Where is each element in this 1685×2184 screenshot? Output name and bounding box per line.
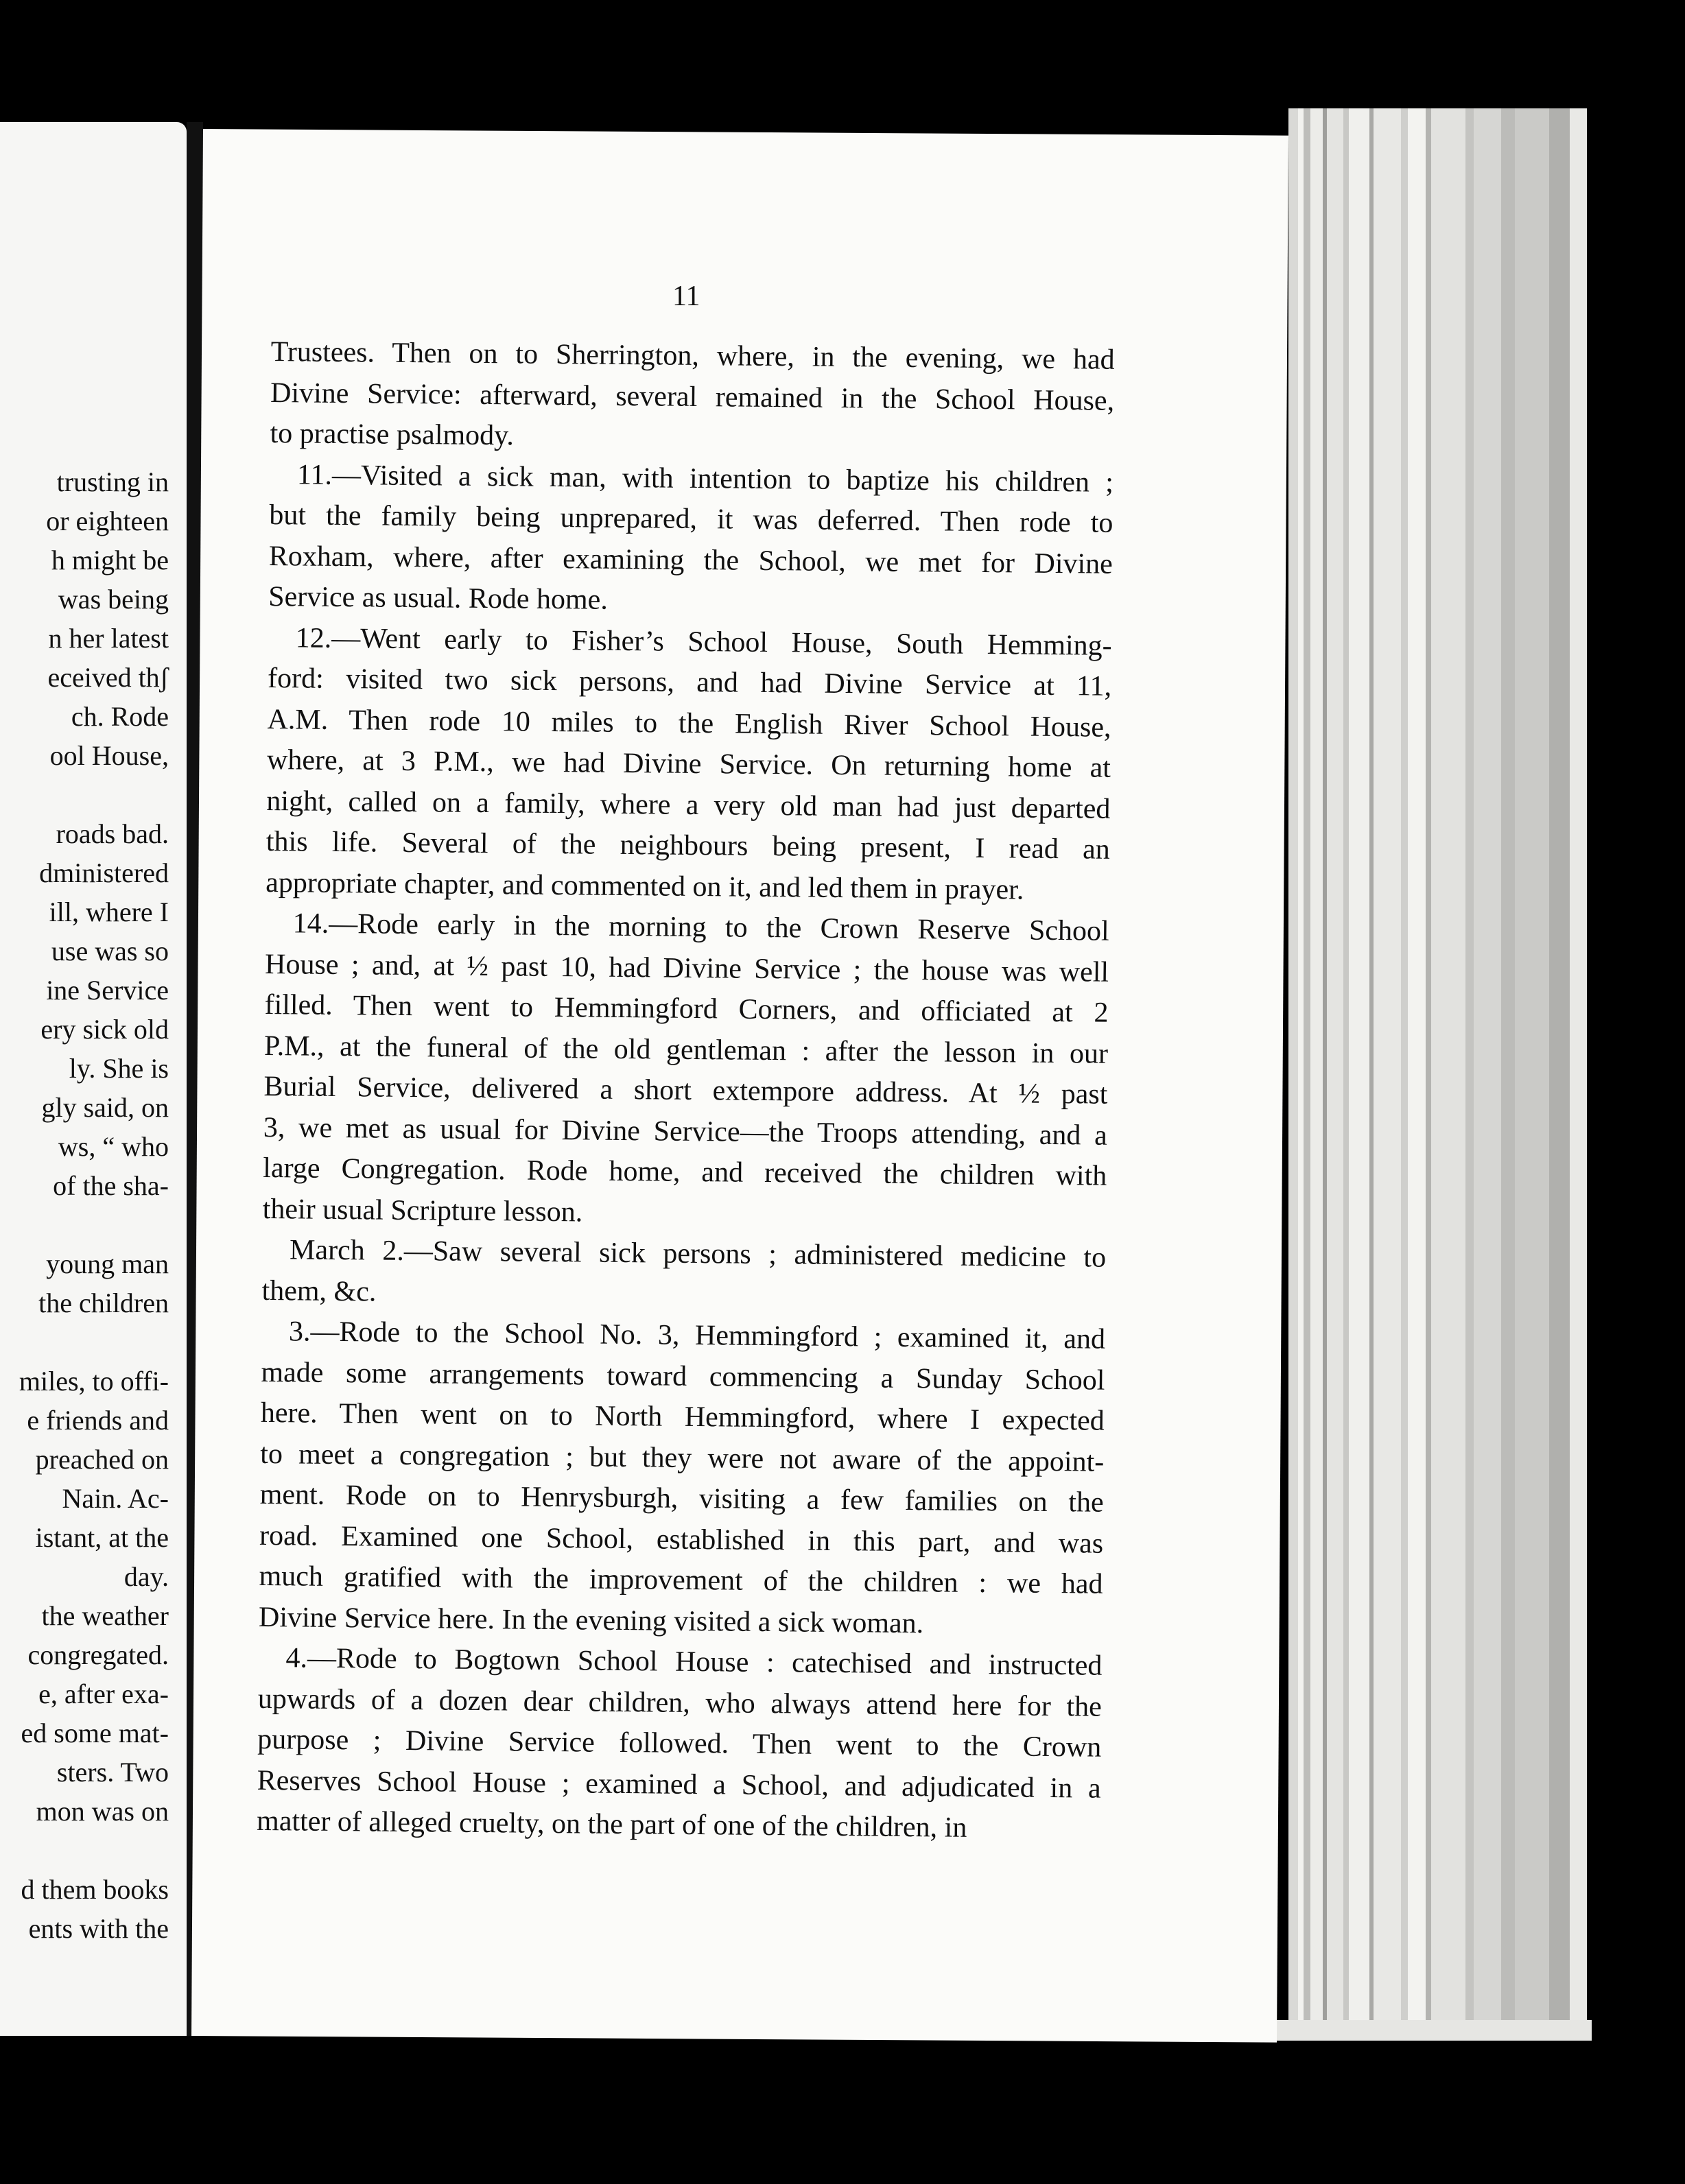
left-page-line bbox=[19, 775, 169, 814]
page-edge-band bbox=[1501, 108, 1515, 2022]
text-line: road. Examined one School, established in this part, and was bbox=[259, 1519, 1104, 1560]
text-line: 12.—Went early to Fisher’s School House, South Hemming- bbox=[295, 621, 1112, 662]
left-page-line: roads bad. bbox=[56, 818, 169, 849]
text-line: upwards of a dozen dear children, who always attend here for the bbox=[257, 1683, 1103, 1723]
left-page-text bbox=[19, 462, 169, 1948]
page-edge-band bbox=[1408, 108, 1426, 2022]
left-page-line: ery sick old bbox=[40, 1014, 169, 1045]
page-edge-band bbox=[1374, 108, 1401, 2022]
left-page-line: ool House, bbox=[49, 740, 169, 771]
left-page-line: mon was on bbox=[36, 1796, 169, 1827]
page-edge-band bbox=[1431, 108, 1465, 2022]
left-page-line: e, after exa- bbox=[38, 1678, 169, 1709]
text-line: Divine Service: afterward, several remained in the School House, bbox=[270, 377, 1115, 417]
page-edge-band bbox=[1426, 108, 1431, 2022]
text-line: ford: visited two sick persons, and had Divine Service at 11, bbox=[267, 662, 1112, 702]
text-line: here. Then went on to North Hemmingford, where I expected bbox=[260, 1397, 1105, 1437]
left-page-line: the children bbox=[38, 1287, 169, 1318]
left-page-line: ch. Rode bbox=[71, 701, 169, 732]
left-page-line: ine Service bbox=[46, 975, 169, 1006]
text-line: ment. Rode on to Henrysburgh, visiting a few families on the bbox=[259, 1478, 1104, 1519]
page-edge-band bbox=[1349, 108, 1369, 2022]
page-edge-band bbox=[1570, 108, 1587, 2022]
text-line: their usual Scripture lesson. bbox=[262, 1193, 583, 1228]
left-page-line: d them books bbox=[21, 1874, 169, 1905]
left-page-line: use was so bbox=[51, 936, 169, 966]
left-page-line: sters. Two bbox=[56, 1757, 169, 1788]
left-page-line: of the sha- bbox=[53, 1170, 169, 1201]
text-line: A.M. Then rode 10 miles to the English River School House, bbox=[267, 703, 1111, 744]
page-edge-band bbox=[1298, 108, 1304, 2022]
page-edge-band bbox=[1343, 108, 1349, 2022]
left-page-line: gly said, on bbox=[41, 1092, 169, 1123]
text-line: Service as usual. Rode home. bbox=[268, 580, 609, 616]
left-page bbox=[0, 122, 187, 2036]
page-edge-band bbox=[1288, 108, 1298, 2022]
left-page-line: day. bbox=[123, 1561, 169, 1592]
left-page-line: was being bbox=[58, 584, 169, 615]
page-edge-band bbox=[1549, 108, 1570, 2022]
text-line: but the family being unprepared, it was deferred. Then rode to bbox=[269, 499, 1113, 539]
text-line: large Congregation. Rode home, and received the children with bbox=[263, 1152, 1107, 1192]
left-page-line: Nain. Ac- bbox=[62, 1483, 169, 1514]
text-line: 4.—Rode to Bogtown School House : catechised and instructed bbox=[285, 1642, 1103, 1682]
text-line: this life. Several of the neighbours being present, I read an bbox=[266, 825, 1111, 866]
left-page-line: the weather bbox=[41, 1600, 169, 1631]
text-line: to meet a congregation ; but they were not aware of the appoint- bbox=[260, 1438, 1105, 1478]
left-page-line bbox=[19, 1831, 169, 1870]
text-line: March 2.—Saw several sick persons ; administered medicine to bbox=[289, 1234, 1107, 1274]
left-page-line bbox=[19, 1205, 169, 1244]
left-page-line: istant, at the bbox=[35, 1522, 169, 1553]
text-line: House ; and, at ½ past 10, had Divine Service ; the house was well bbox=[264, 948, 1109, 988]
left-page-line: congregated. bbox=[27, 1639, 169, 1670]
page-number: 11 bbox=[672, 281, 700, 312]
page-edge-band bbox=[1401, 108, 1408, 2022]
text-line: Trustees. Then on to Sherrington, where, in the evening, we had bbox=[270, 335, 1115, 376]
left-page-line: preached on bbox=[35, 1444, 169, 1475]
left-page-line: ly. She is bbox=[69, 1053, 169, 1084]
left-page-line: trusting in bbox=[56, 466, 169, 497]
text-line: where, at 3 P.M., we had Divine Service. On returning home at bbox=[266, 744, 1111, 784]
left-page-line: eceived thʃ bbox=[47, 662, 169, 693]
left-page-line: ill, where I bbox=[49, 897, 169, 927]
left-page-line: ents with the bbox=[28, 1913, 169, 1944]
left-page-line bbox=[19, 1322, 169, 1362]
text-line: to practise psalmody. bbox=[270, 417, 515, 452]
left-page-line: young man bbox=[46, 1248, 169, 1279]
left-page-line: ws, “ who bbox=[58, 1131, 169, 1162]
page-body-text bbox=[257, 332, 1115, 1850]
text-line: made some arrangements toward commencing a Sunday School bbox=[261, 1356, 1105, 1397]
text-line: purpose ; Divine Service followed. Then went to the Crown bbox=[257, 1723, 1102, 1764]
left-page-line: dministered bbox=[39, 857, 169, 888]
left-page-line: ed some mat- bbox=[21, 1718, 169, 1748]
left-page-line: h might be bbox=[51, 545, 169, 575]
text-line: filled. Then went to Hemmingford Corners, and officiated at 2 bbox=[264, 988, 1109, 1029]
text-line: night, called on a family, where a very old man had just departed bbox=[266, 785, 1111, 825]
page-edges-bottom bbox=[1235, 2020, 1592, 2041]
left-page-line: or eighteen bbox=[46, 506, 169, 536]
left-page-line: miles, to offi- bbox=[19, 1366, 169, 1397]
text-line: 11.—Visited a sick man, with intention to baptize his children ; bbox=[296, 458, 1114, 499]
page-edge-band bbox=[1327, 108, 1343, 2022]
left-page-line: n her latest bbox=[48, 623, 169, 654]
text-line: appropriate chapter, and commented on it, and led them in prayer. bbox=[266, 866, 1024, 906]
page-edges bbox=[1288, 108, 1587, 2022]
text-line: them, &c. bbox=[261, 1274, 377, 1308]
text-line: matter of alleged cruelty, on the part of one of the children, in bbox=[256, 1805, 967, 1844]
left-page-line: e friends and bbox=[27, 1405, 169, 1436]
text-line: Reserves School House ; examined a School, and adjudicated in a bbox=[257, 1764, 1101, 1805]
text-line: 3.—Rode to the School No. 3, Hemmingford ; examined it, and bbox=[288, 1316, 1106, 1355]
page-edge-band bbox=[1474, 108, 1501, 2022]
text-line: 14.—Rode early in the morning to the Crown Reserve School bbox=[292, 907, 1109, 947]
text-line: Divine Service here. In the evening visited a sick woman. bbox=[258, 1601, 924, 1639]
page-edge-band bbox=[1310, 108, 1323, 2022]
text-line: Roxham, where, after examining the School, we met for Divine bbox=[268, 540, 1113, 580]
page-edge-band bbox=[1304, 108, 1310, 2022]
text-line: Burial Service, delivered a short extempore address. At ½ past bbox=[263, 1070, 1108, 1111]
text-line: much gratified with the improvement of the children : we had bbox=[259, 1560, 1103, 1600]
page-edge-band bbox=[1465, 108, 1474, 2022]
page-edge-band bbox=[1515, 108, 1549, 2022]
text-line: 3, we met as usual for Divine Service—the Troops attending, and a bbox=[263, 1111, 1108, 1152]
text-line: P.M., at the funeral of the old gentleman : after the lesson in our bbox=[263, 1030, 1109, 1070]
